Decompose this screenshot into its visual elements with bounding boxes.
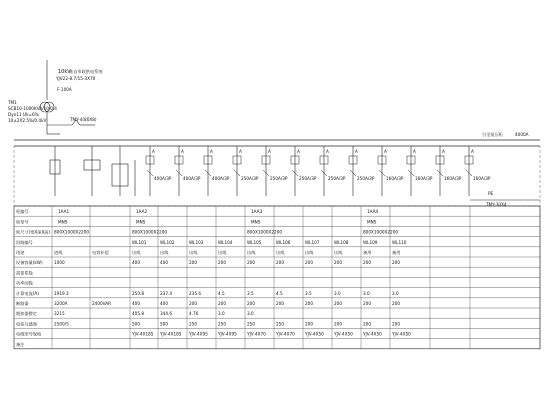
circuit-branch <box>262 146 288 196</box>
table-cell: 500 <box>132 321 140 327</box>
table-cell-size: 800X1000X2200 <box>54 229 90 235</box>
circuit-meter-label: A <box>152 149 155 154</box>
table-cell: 1919.3 <box>54 290 69 296</box>
circuit-meter-label: A <box>326 149 329 154</box>
table-cell: 250 <box>247 321 255 327</box>
table-cell: 3.0 <box>334 290 341 296</box>
table-cell: 2400VAR <box>92 301 112 306</box>
table-cell: WL106 <box>276 239 291 245</box>
table-row-label: 柜型号 <box>16 219 29 225</box>
circuit-branch <box>465 146 491 196</box>
table-cell: WL101 <box>132 239 147 245</box>
schedule-table <box>14 206 540 349</box>
table-cell: YJV-4X185 <box>132 331 154 337</box>
table-cell: 出线 <box>247 250 256 255</box>
table-cell-size: 800X1000X2200 <box>132 229 168 235</box>
table-cell: 200 <box>392 301 400 306</box>
table-cell-model: MNS <box>58 219 68 225</box>
table-cell: 4.76 <box>189 311 199 317</box>
table-cell: WL104 <box>218 239 233 245</box>
circuit-meter-label: A <box>268 149 271 154</box>
outgoing-circuits <box>146 146 491 196</box>
table-cell: 237.4 <box>160 290 172 296</box>
table-cell: 备用 <box>392 250 401 255</box>
circuit-branch <box>233 146 259 196</box>
table-row-label: 电缆型号规格 <box>16 331 42 337</box>
table-cell: 400 <box>160 260 168 266</box>
table-row-label: 断路器 <box>16 301 29 306</box>
table-cell-size: 800X1000X2200 <box>363 229 399 235</box>
table-cell: 出线 <box>218 250 227 255</box>
breaker-label: 400A/3P <box>154 176 172 181</box>
table-cell: YJV-4X95 <box>189 331 208 337</box>
table-cell-size: 800X1000X2200 <box>247 229 283 235</box>
table-cell: 200 <box>247 301 255 306</box>
circuit-meter-label: A <box>442 149 445 154</box>
circuit-meter-label: A <box>210 149 213 154</box>
table-cell-model: MNS <box>367 219 377 225</box>
circuit-meter-label: A <box>181 149 184 154</box>
breaker-label: 250A/3P <box>270 176 288 181</box>
incoming-right-label: 引至低压柜 <box>482 132 503 137</box>
table-cell-panel: 1AA4 <box>367 209 379 215</box>
source-note: 来自市政供电系统 <box>69 69 103 74</box>
table-cell: 200 <box>363 321 371 327</box>
table-cell: 235.6 <box>189 290 201 296</box>
table-cell: 200 <box>305 301 313 306</box>
table-cell: 200 <box>218 260 226 266</box>
table-cell: 3200A <box>54 301 68 306</box>
table-row-label: 计算电流(A) <box>16 290 39 296</box>
circuit-branch <box>291 146 317 196</box>
table-cell: 200 <box>276 260 284 266</box>
table-cell: 400 <box>132 260 140 266</box>
fuse-label: F-100A <box>57 87 72 92</box>
transformer-spec-2: SCB10-1000KVA/10/0.4 <box>8 106 57 111</box>
table-cell: 250 <box>218 321 226 327</box>
table-cell: YJV-4X50 <box>334 331 353 337</box>
circuit-branch <box>436 146 462 196</box>
breaker-label: 250A/3P <box>357 176 375 181</box>
table-row-label: 需要系数 <box>16 270 33 276</box>
circuit-meter-label: A <box>297 149 300 154</box>
circuit-meter-label: A <box>413 149 416 154</box>
circuit-branch <box>378 146 404 196</box>
table-row-label: 电流互感器 <box>16 321 37 327</box>
table-cell: WL102 <box>160 239 175 245</box>
circuit-branch <box>146 146 172 196</box>
transformer-spec-3: Dyn11 Uk=6% <box>8 112 39 117</box>
pe-label: PE <box>488 191 494 196</box>
table-cell: 出线 <box>160 250 169 255</box>
table-cell: 出线 <box>305 250 314 255</box>
circuit-branch <box>349 146 375 196</box>
table-cell: YJV-4X50 <box>392 331 411 337</box>
table-cell: 备用 <box>363 250 372 255</box>
breaker-label: 160A/3P <box>444 176 462 181</box>
table-cell: 3.5 <box>247 290 254 296</box>
breaker-label: 400A/3P <box>212 176 230 181</box>
table-cell-panel: 1AA3 <box>251 209 263 215</box>
table-cell: 250 <box>276 321 284 327</box>
table-cell: 200 <box>334 260 342 266</box>
table-cell: 200 <box>334 301 342 306</box>
incoming-right-spec: 4000A <box>515 132 529 137</box>
table-cell: 3.0 <box>392 290 399 296</box>
circuit-meter-label: A <box>239 149 242 154</box>
transformer-spec-1: TM1 <box>8 100 17 105</box>
table-cell: 200 <box>276 301 284 306</box>
table-cell: 出线 <box>132 250 141 255</box>
table-cell-panel: 1AA2 <box>136 209 148 215</box>
table-cell: WL103 <box>189 239 204 245</box>
table-cell: 3.0 <box>218 311 225 317</box>
table-cell: 200 <box>189 301 197 306</box>
table-cell: WL109 <box>363 239 378 245</box>
transformer-spec-4: 10±2X2.5%/0.4kV <box>8 118 47 123</box>
table-cell: 200 <box>247 260 255 266</box>
table-cell: 200 <box>305 321 313 327</box>
table-cell: 344.6 <box>160 311 172 317</box>
circuit-meter-label: A <box>384 149 387 154</box>
incoming-section <box>50 146 135 196</box>
table-cell: 200 <box>305 260 313 266</box>
table-row-label: 设备容量(kW) <box>16 260 43 266</box>
table-row-label: 功率因数 <box>16 280 33 286</box>
table-cell: 2500/5 <box>54 321 69 327</box>
table-cell-model: MNS <box>251 219 261 225</box>
table-cell: 出线 <box>189 250 198 255</box>
table-cell: 3.0 <box>247 311 254 317</box>
breaker-label: 160A/3P <box>415 176 433 181</box>
table-cell: 200 <box>363 260 371 266</box>
table-cell: 200 <box>363 301 371 306</box>
cable-spec-label: YJV22-8.7/15-3X70 <box>56 76 96 81</box>
circuit-meter-label: A <box>355 149 358 154</box>
main-busbar <box>14 140 540 146</box>
table-cell: 400 <box>132 301 140 306</box>
table-cell: YJV-4X95 <box>218 331 237 337</box>
table-cell: YJV-4X185 <box>160 331 182 337</box>
table-cell: WL110 <box>392 239 407 245</box>
table-row-label: 脱扣器整定 <box>16 311 37 317</box>
table-row-label: 回路编号 <box>16 239 33 245</box>
table-cell: 1000 <box>54 260 65 266</box>
table-cell: YJV-4X50 <box>363 331 382 337</box>
table-cell: YJV-4X70 <box>276 331 295 337</box>
table-cell: 250.8 <box>132 290 144 296</box>
table-cell: 4.5 <box>276 290 283 296</box>
table-row-label: 用途 <box>16 250 25 255</box>
table-cell: 200 <box>218 301 226 306</box>
breaker-label: 400A/3P <box>183 176 201 181</box>
table-cell: 200 <box>392 321 400 327</box>
table-cell: 200 <box>189 260 197 266</box>
table-cell: 405.8 <box>132 311 144 317</box>
table-cell: 电容补偿 <box>92 250 109 255</box>
circuit-branch <box>407 146 433 196</box>
table-cell: 250 <box>189 321 197 327</box>
table-cell: WL108 <box>334 239 349 245</box>
table-cell: WL105 <box>247 239 262 245</box>
table-cell: YJV-4X50 <box>305 331 324 337</box>
table-row-label: 柜编号 <box>16 209 29 215</box>
source-voltage-label: 10kV <box>58 69 71 75</box>
table-cell: 200 <box>392 260 400 266</box>
table-cell: WL107 <box>305 239 320 245</box>
pe-spec: TMY-30X4 <box>486 202 507 207</box>
table-cell: 400 <box>160 301 168 306</box>
circuit-branch <box>320 146 346 196</box>
table-cell: 3.5 <box>305 290 312 296</box>
table-cell: 3.0 <box>363 290 370 296</box>
breaker-label: 160A/3P <box>386 176 404 181</box>
table-cell: 出线 <box>334 250 343 255</box>
table-cell-panel: 1AA1 <box>58 209 70 215</box>
table-cell: 出线 <box>276 250 285 255</box>
table-cell: 500 <box>160 321 168 327</box>
table-row-label: 柜尺寸(宽X深X高) <box>16 229 51 235</box>
circuit-meter-label: A <box>471 149 474 154</box>
breaker-label: 250A/3P <box>328 176 346 181</box>
circuit-branch <box>175 146 201 196</box>
table-cell: 3215 <box>54 311 65 317</box>
table-cell: 4.5 <box>218 290 225 296</box>
breaker-label: 160A/3P <box>473 176 491 181</box>
breaker-label: 250A/3P <box>299 176 317 181</box>
circuit-branch <box>204 146 230 196</box>
table-cell-model: MNS <box>136 219 146 225</box>
table-cell: 进线 <box>54 250 63 255</box>
table-cell: YJV-4X70 <box>247 331 266 337</box>
breaker-label: 250A/3P <box>241 176 259 181</box>
table-cell: 200 <box>334 321 342 327</box>
busbar-spec: TMY-4(80X8) <box>70 117 97 122</box>
table-row-label: 备注 <box>16 341 25 347</box>
